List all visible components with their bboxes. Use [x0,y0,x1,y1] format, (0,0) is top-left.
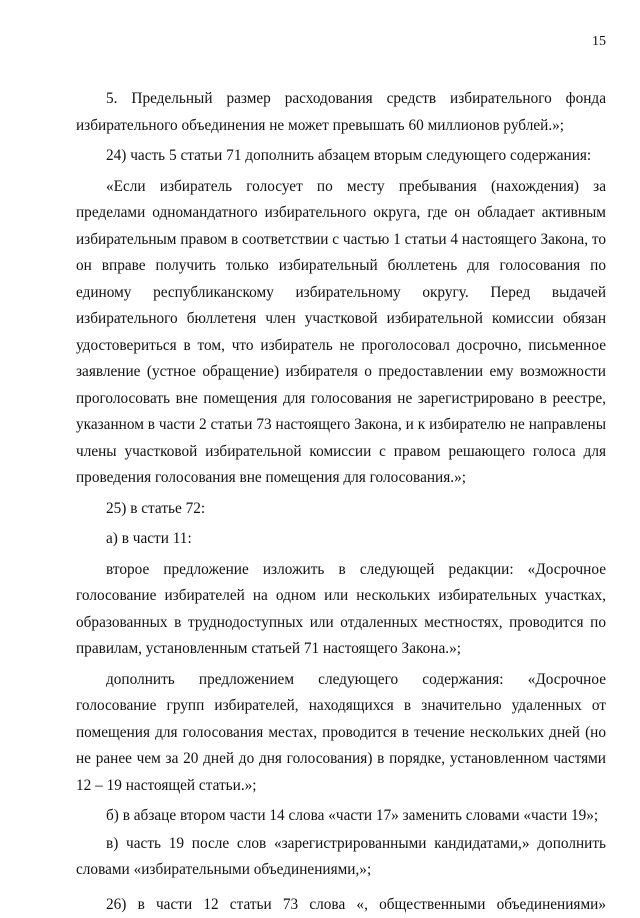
document-body [76,86,606,918]
page-number: 15 [592,34,606,50]
paragraph-subitem-b: б) в абзаце втором части 14 слова «части 17» заменить словами «части 19»; [76,803,606,830]
paragraph-fund-limit: 5. Предельный размер расходования средств избирательного фонда избирательного объединения не может превышать 60 миллионов рублей.»; [76,86,606,139]
paragraph-subitem-a: а) в части 11: [76,526,606,553]
paragraph-item-25: 25) в статье 72: [76,496,606,523]
paragraph-item-24: 24) часть 5 статьи 71 дополнить абзацем вторым следующего содержания: [76,143,606,170]
paragraph-second-sentence: второе предложение изложить в следующей редакции: «Досрочное голосование избирателей на одном или нескольких избирательных участках, образованных в труднодоступных или отдаленных местностях, проводится по правилам, установленным статьей 71 настоящего Закона.»; [76,557,606,663]
paragraph-add-sentence: дополнить предложением следующего содержания: «Досрочное голосование групп избирателей, находящихся в значительно удаленных от помещения для голосования местах, проводится в течение нескольких дней (но не ранее чем за 20 дней до дня голосования) в порядке, установленном частями 12 – 19 настоящей статьи.»; [76,667,606,800]
paragraph-subitem-v: в) часть 19 после слов «зарегистрированными кандидатами,» дополнить словами «избирательными объединениями,»; [76,831,606,884]
paragraph-quoted-voter-rule: «Если избиратель голосует по месту пребывания (нахождения) за пределами одномандатного избирательного округа, где он обладает активным избирательным правом в соответствии с частью 1 статьи 4 настоящего Закона, то он вправе получить только избирательный бюллетень для голосования по единому республиканскому избирательному округу. Перед выдачей избирательного бюллетеня член участковой избирательной комиссии обязан удостовериться в том, что избиратель не проголосовал досрочно, письменное заявление (устное обращение) избирателя о предоставлении ему возможности проголосовать вне помещения для голосования не зарегистрировано в реестре, указанном в части 2 статьи 73 настоящего Закона, и к избирателю не направлены члены участковой избирательной комиссии с правом решающего голоса для проведения голосования вне помещения для голосования.»; [76,174,606,492]
paragraph-item-26: 26) в части 12 статьи 73 слова «, общественными объединениями» [76,892,606,918]
